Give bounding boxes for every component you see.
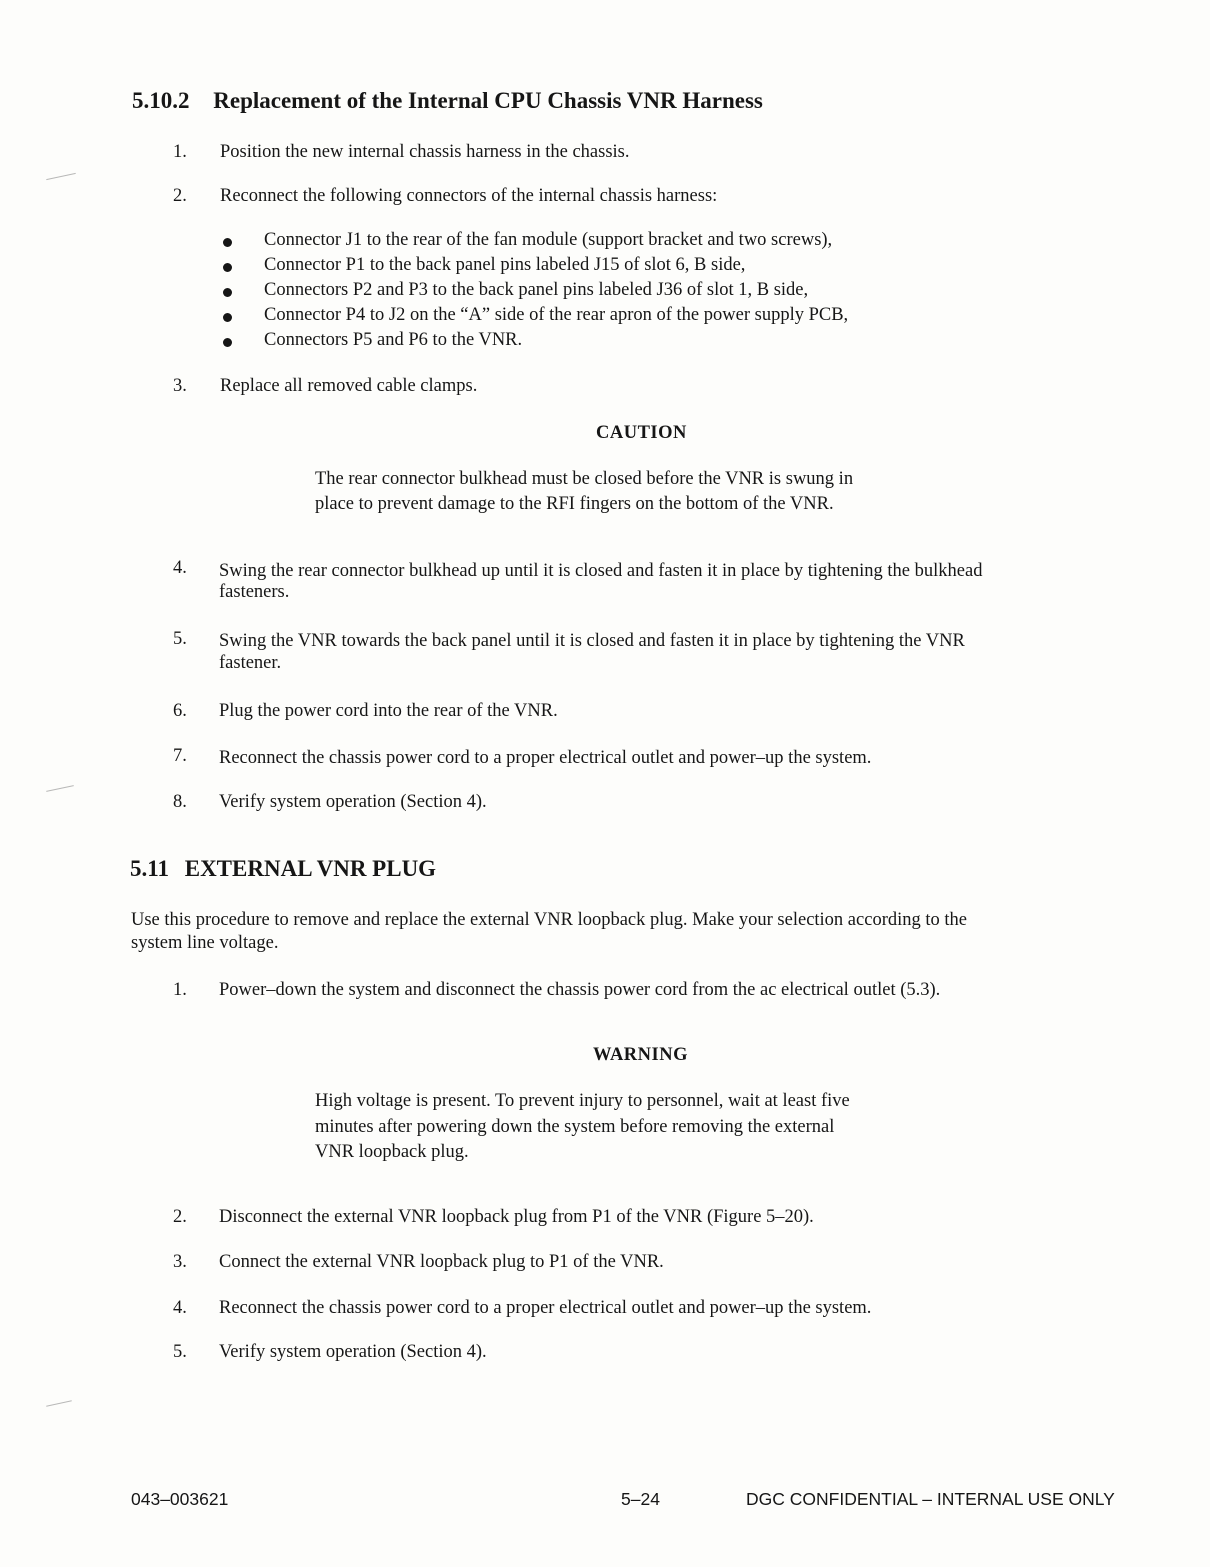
bullet-icon	[223, 338, 232, 347]
section-number: 5.10.2	[132, 88, 190, 113]
step-text: Position the new internal chassis harness in the chassis.	[220, 142, 630, 162]
bullet-icon	[223, 288, 232, 297]
section-title: EXTERNAL VNR PLUG	[184, 856, 437, 881]
step-text: Connect the external VNR loopback plug to P1 of the VNR.	[219, 1252, 664, 1272]
step-number: 3.	[173, 1252, 187, 1272]
intro-paragraph-line: Use this procedure to remove and replace the external VNR loopback plug. Make your selection according to the	[131, 910, 967, 930]
warning-title: WARNING	[593, 1045, 688, 1065]
caution-line: The rear connector bulkhead must be closed before the VNR is swung in	[315, 469, 854, 489]
footer-confidentiality: DGC CONFIDENTIAL – INTERNAL USE ONLY	[746, 1489, 1115, 1509]
warning-line: VNR loopback plug.	[315, 1142, 469, 1162]
list-item: Connectors P5 and P6 to the VNR.	[264, 330, 523, 350]
section-title: Replacement of the Internal CPU Chassis VNR Harness	[213, 88, 763, 113]
step-text: Reconnect the chassis power cord to a proper electrical outlet and power–up the system.	[219, 748, 872, 768]
intro-paragraph-line: system line voltage.	[131, 933, 279, 953]
step-text: Reconnect the following connectors of the internal chassis harness:	[220, 186, 718, 206]
step-number: 7.	[173, 746, 187, 766]
footer-page-number: 5–24	[621, 1489, 660, 1509]
step-text: Reconnect the chassis power cord to a proper electrical outlet and power–up the system.	[219, 1298, 872, 1318]
step-text: Power–down the system and disconnect the chassis power cord from the ac electrical outlet (5.3).	[219, 980, 941, 1000]
bullet-icon	[223, 238, 232, 247]
step-number: 1.	[173, 980, 187, 1000]
list-item: Connectors P2 and P3 to the back panel pins labeled J36 of slot 1, B side,	[264, 280, 809, 300]
caution-line: place to prevent damage to the RFI fingers on the bottom of the VNR.	[315, 494, 834, 514]
section-heading-5-10-2	[132, 88, 763, 114]
step-number: 4.	[173, 1298, 187, 1318]
step-number: 2.	[173, 186, 187, 206]
list-item: Connector J1 to the rear of the fan module (support bracket and two screws),	[264, 230, 833, 250]
step-number: 4.	[173, 558, 187, 578]
step-number: 3.	[173, 376, 187, 396]
step-number: 8.	[173, 792, 187, 812]
step-text: Swing the rear connector bulkhead up until it is closed and fasten it in place by tightening the bulkhead	[219, 561, 983, 581]
section-number: 5.11	[130, 856, 169, 881]
step-number: 5.	[173, 1342, 187, 1362]
scan-mark	[46, 173, 76, 180]
step-text: Swing the VNR towards the back panel until it is closed and fasten it in place by tightening the VNR	[219, 631, 965, 651]
step-number: 6.	[173, 701, 187, 721]
warning-line: minutes after powering down the system before removing the external	[315, 1117, 835, 1137]
step-number: 1.	[173, 142, 187, 162]
list-item: Connector P1 to the back panel pins labeled J15 of slot 6, B side,	[264, 255, 746, 275]
step-text: Disconnect the external VNR loopback plug from P1 of the VNR (Figure 5–20).	[219, 1207, 814, 1227]
step-text: Replace all removed cable clamps.	[220, 376, 478, 396]
step-number: 5.	[173, 629, 187, 649]
step-text: Plug the power cord into the rear of the VNR.	[219, 701, 558, 721]
step-text-continuation: fastener.	[219, 653, 282, 673]
list-item: Connector P4 to J2 on the “A” side of the rear apron of the power supply PCB,	[264, 305, 849, 325]
scan-mark	[46, 1400, 72, 1406]
scan-mark	[46, 785, 74, 792]
bullet-icon	[223, 313, 232, 322]
step-number: 2.	[173, 1207, 187, 1227]
step-text: Verify system operation (Section 4).	[219, 1342, 487, 1362]
caution-title: CAUTION	[596, 423, 687, 443]
step-text-continuation: fasteners.	[219, 582, 290, 602]
bullet-icon	[223, 263, 232, 272]
footer-doc-number: 043–003621	[131, 1489, 229, 1509]
section-heading-5-11	[130, 856, 436, 882]
warning-line: High voltage is present. To prevent injury to personnel, wait at least five	[315, 1091, 850, 1111]
step-text: Verify system operation (Section 4).	[219, 792, 487, 812]
